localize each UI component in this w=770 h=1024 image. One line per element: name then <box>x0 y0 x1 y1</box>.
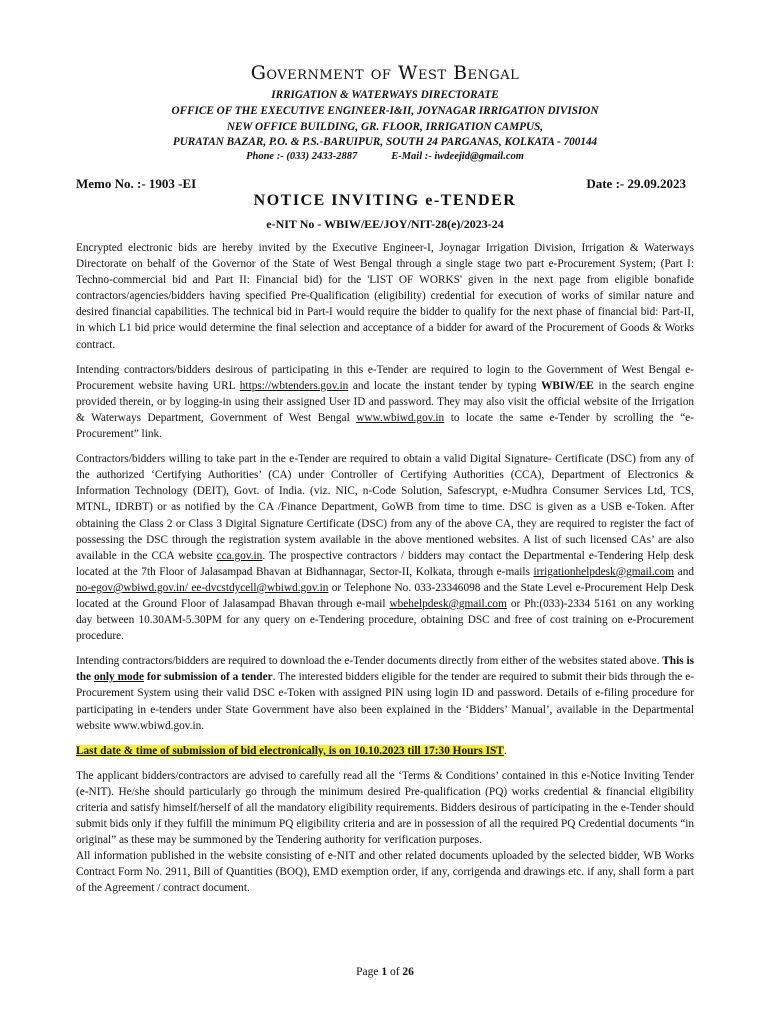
deadline-highlight: Last date & time of submission of bid electronically, is on 10.10.2023 till 17:30 Hours IST <box>76 744 504 757</box>
email-text: E-Mail :- iwdeejid@gmail.com <box>391 151 524 162</box>
paragraph-login: Intending contractors/bidders desirous of participating in this e-Tender are required to login to the Government of West Bengal e-Procurement website having URL https://wbtenders.gov.in and locate the instant tender by typing WBIW/EE in the search engine provided therein, or by logging-in using their assigned User ID and password. They may also visit the official website of the Irrigation & Waterways Department, Government of West Bengal www.wbiwd.gov.in to locate the same e-Tender by scrolling the “e-Procurement” link. <box>76 363 694 441</box>
address-line-1: NEW OFFICE BUILDING, GR. FLOOR, IRRIGATION CAMPUS, <box>226 121 544 133</box>
address-line-2: PURATAN BAZAR, P.O. & P.S.-BARUIPUR, SOUTH 24 PARGANAS, KOLKATA - 700144 <box>172 136 598 148</box>
enit-number: e-NIT No - WBIW/EE/JOY/NIT-28(e)/2023-24 <box>266 217 504 231</box>
page-footer: Page 1 of 26 <box>356 966 414 978</box>
paragraph-deadline: Last date & time of submission of bid electronically, is on 10.10.2023 till 17:30 Hours IST. <box>76 744 507 757</box>
paragraph-intro: Encrypted electronic bids are hereby invited by the Executive Engineer-I, Joynagar Irrigation Division, Irrigation & Waterways Directorate on behalf of the Governor of the State of West Bengal through a single stage two part e-Procurement System; (Part I: Techno-commercial bid and Part II: Financial bid) for the 'LIST OF WORKS' given in the next page from eligible bonafide contractors/agencies/bidders having specified Pre-Qualification (eligibility) credential for execution of works of similar nature and desired financial capabilities. The technical bid in Part-I would require the bidder to qualify for the next phase of financial bid: Part-II, in which L1 bid price would determine the final selection and acceptance of a bidder for award of the Procurement of Goods & Works contract. <box>76 242 694 351</box>
wbiwd-link[interactable]: www.wbiwd.gov.in <box>356 411 445 424</box>
page-title: Government of West Bengal <box>250 62 520 84</box>
wbtenders-link[interactable]: https://wbtenders.gov.in <box>239 379 349 392</box>
page-total: 26 <box>402 966 414 978</box>
paragraph-terms: The applicant bidders/contractors are advised to carefully read all the ‘Terms & Conditions’ contained in this e-Notice Inviting Tender (e-NIT). He/she should particularly go through the minimum desired Pre-qualification (PQ) works credential & financial eligibility criteria and satisfy himself/herself of all the mandatory eligibility requirements. Bidders desirous of participating in the e-Tender should submit bids only if they fulfill the minimum PQ eligibility criteria and are in possession of all the required PQ Credential documents “in original” as these may be summoned by the Tendering authority for verification purposes. <box>76 769 694 847</box>
memo-date: Date :- 29.09.2023 <box>586 176 686 191</box>
contact-line <box>0 151 770 162</box>
cca-link[interactable]: cca.gov.in <box>216 549 263 562</box>
paragraph-documents: All information published in the website consisting of e-NIT and other related documents uploaded by the selected bidder, WB Works Contract Form No. 2911, Bill of Quantities (BOQ), EMD exemption order, if any, corrigenda and drawings etc. if any, shall form a part of the Agreement / contract document. <box>76 850 694 895</box>
phone-text: Phone :- (033) 2433-2887 <box>246 151 358 162</box>
notice-title: NOTICE INVITING e-TENDER <box>253 192 517 209</box>
notice-body <box>76 240 694 906</box>
directorate-line: IRRIGATION & WATERWAYS DIRECTORATE <box>271 89 499 101</box>
office-line: OFFICE OF THE EXECUTIVE ENGINEER-I&II, JOYNAGAR IRRIGATION DIVISION <box>171 105 599 117</box>
page-number: 1 <box>381 966 388 978</box>
search-code: WBIW/EE <box>541 379 594 392</box>
paragraph-dsc: Contractors/bidders willing to take part in the e-Tender are required to obtain a valid Digital Signature- Certificate (DSC) from any of the authorized ‘Certifying Authorities’ (CA) under Controller of Certifying Authorities (CCA), Department of Electronics & Information Technology (DEIT), Govt. of India. (viz. NIC, n-Code Solution, Safescrypt, e-Mudhra Consumer Services Ltd, TCS, MTNL, IDRBT) or as notified by the CA /Finance Department, GoWB from time to time. DSC is given as a USB e-Token. After obtaining the Class 2 or Class 3 Digital Signature Certificate (DSC) from any of the above CA, they are required to register the fact of possessing the DSC through the registration system available in the above mentioned websites. A list of such licensed CAs’ are also available in the CCA website cca.gov.in. The prospective contractors / bidders may contact the Departmental e-Tendering Help desk located at the 7th Floor of Jalasampad Bhavan at Bidhannagar, Sector-II, Kolkata, through e-mails irrigationhelpdesk@gmail.com and no-egov@wbiwd.gov.in/ ee-dvcstdycell@wbiwd.gov.in or Telephone No. 033-23346098 and the State Level e-Procurement Help Desk located at the Ground Floor of Jalasampad Bhavan through e-mail wbehelpdesk@gmail.com or Ph:(033)-2334 5161 on any working day between 10.30AM-5.30PM for any query on e-Tendering procedure, obtaining DSC and free of cost training on e-Procurement procedure. <box>76 453 694 643</box>
helpdesk-email-link[interactable]: irrigationhelpdesk@gmail.com <box>533 565 675 578</box>
paragraph-download: Intending contractors/bidders are required to download the e-Tender documents directly from either of the websites stated above. This is the only mode for submission of a tender. The interested bidders eligible for the tender are required to submit their bids through the e-Procurement System using their valid DSC e-Token with assigned PIN using login ID and password. Details of e-filing procedure for participating in e-tenders under State Government have also been explained in the ‘Bidders’ Manual’, available in the Departmental website www.wbiwd.gov.in. <box>76 655 694 732</box>
egov-email-link[interactable]: no-egov@wbiwd.gov.in/ ee-dvcstdycell@wbiwd.gov.in <box>76 581 329 594</box>
wbe-helpdesk-email-link[interactable]: wbehelpdesk@gmail.com <box>389 597 507 610</box>
memo-number: Memo No. :- 1903 -EI <box>76 176 197 191</box>
